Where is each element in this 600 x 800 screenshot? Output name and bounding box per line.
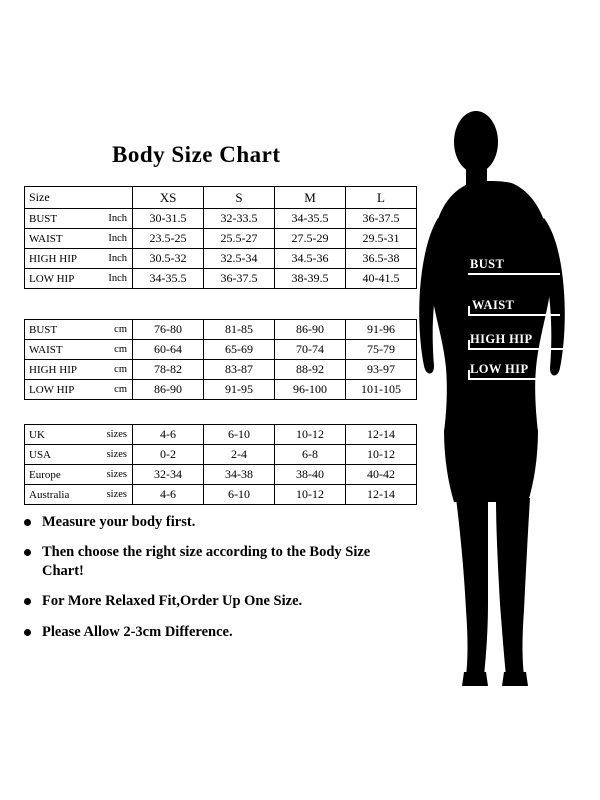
cell: 4-6 xyxy=(133,485,204,505)
note-item xyxy=(24,592,384,611)
bullet-icon xyxy=(24,519,31,526)
bullet-icon xyxy=(24,598,31,605)
cell: 32-33.5 xyxy=(204,209,275,229)
cell: 12-14 xyxy=(346,485,417,505)
row-label-waist-inch xyxy=(25,229,133,249)
low-hip-measure-line xyxy=(468,378,568,380)
high-hip-measure-line xyxy=(468,348,568,350)
row-label-waist-cm xyxy=(25,340,133,360)
row-label-bust-cm xyxy=(25,320,133,340)
cell: 101-105 xyxy=(346,380,417,400)
table-row xyxy=(25,249,417,269)
cell: 88-92 xyxy=(275,360,346,380)
row-label-low-hip-inch xyxy=(25,269,133,289)
bust-label: BUST xyxy=(470,257,505,271)
silhouette-graphic xyxy=(410,110,600,690)
row-name: HIGH HIP xyxy=(29,252,77,265)
cell: 10-12 xyxy=(275,425,346,445)
cell: 29.5-31 xyxy=(346,229,417,249)
table-row xyxy=(25,465,417,485)
note-item xyxy=(24,623,384,642)
row-label-australia xyxy=(25,485,133,505)
cell: 10-12 xyxy=(275,485,346,505)
cell: 23.5-25 xyxy=(133,229,204,249)
cell: 36-37.5 xyxy=(204,269,275,289)
cell: 6-10 xyxy=(204,485,275,505)
cell: 86-90 xyxy=(133,380,204,400)
cell: 25.5-27 xyxy=(204,229,275,249)
notes-list xyxy=(24,513,384,653)
cell: 75-79 xyxy=(346,340,417,360)
row-label-high-hip-inch xyxy=(25,249,133,269)
cell: 27.5-29 xyxy=(275,229,346,249)
row-label-europe xyxy=(25,465,133,485)
cell: 78-82 xyxy=(133,360,204,380)
row-label-bust-inch xyxy=(25,209,133,229)
high-hip-label: HIGH HIP xyxy=(470,332,533,346)
row-unit: Inch xyxy=(108,232,127,244)
cell: 34-35.5 xyxy=(133,269,204,289)
row-name: WAIST xyxy=(29,232,63,245)
row-unit: cm xyxy=(114,343,127,355)
table-row xyxy=(25,229,417,249)
row-unit: cm xyxy=(114,363,127,375)
cell: 36.5-38 xyxy=(346,249,417,269)
cell: 30-31.5 xyxy=(133,209,204,229)
row-name: Europe xyxy=(29,468,61,481)
waist-measure-line xyxy=(468,314,560,316)
cell: 76-80 xyxy=(133,320,204,340)
header-cell-s: S xyxy=(204,187,275,209)
row-name: LOW HIP xyxy=(29,272,75,285)
row-name: HIGH HIP xyxy=(29,363,77,376)
row-name: UK xyxy=(29,428,45,441)
cell: 81-85 xyxy=(204,320,275,340)
note-text: Then choose the right size according to the Body Size Chart! xyxy=(42,544,371,580)
row-name: LOW HIP xyxy=(29,383,75,396)
header-cell-size: Size xyxy=(25,187,133,209)
row-label-high-hip-cm xyxy=(25,360,133,380)
cell: 83-87 xyxy=(204,360,275,380)
cell: 91-96 xyxy=(346,320,417,340)
page-title: Body Size Chart xyxy=(112,142,281,167)
table-row xyxy=(25,425,417,445)
low-hip-label: LOW HIP xyxy=(470,362,529,376)
bullet-icon xyxy=(24,629,31,636)
cell: 96-100 xyxy=(275,380,346,400)
cell: 34-35.5 xyxy=(275,209,346,229)
row-unit: Inch xyxy=(108,212,127,224)
size-table-regions xyxy=(24,424,417,505)
cell: 93-97 xyxy=(346,360,417,380)
row-unit: sizes xyxy=(106,428,127,440)
cell: 70-74 xyxy=(275,340,346,360)
row-unit: sizes xyxy=(106,448,127,460)
table-row xyxy=(25,340,417,360)
row-name: BUST xyxy=(29,212,58,225)
cell: 6-10 xyxy=(204,425,275,445)
cell: 10-12 xyxy=(346,445,417,465)
cell: 38-40 xyxy=(275,465,346,485)
cell: 40-42 xyxy=(346,465,417,485)
table-row xyxy=(25,485,417,505)
size-table-cm xyxy=(24,319,417,400)
cell: 36-37.5 xyxy=(346,209,417,229)
row-label-low-hip-cm xyxy=(25,380,133,400)
cell: 38-39.5 xyxy=(275,269,346,289)
note-text: Please Allow 2-3cm Difference. xyxy=(42,623,233,640)
note-text: For More Relaxed Fit,Order Up One Size. xyxy=(42,593,303,610)
table-row xyxy=(25,380,417,400)
row-name: WAIST xyxy=(29,343,63,356)
table-row xyxy=(25,445,417,465)
header-cell-m: M xyxy=(275,187,346,209)
waist-label: WAIST xyxy=(472,298,515,312)
table-row xyxy=(25,269,417,289)
cell: 0-2 xyxy=(133,445,204,465)
cell: 4-6 xyxy=(133,425,204,445)
cell: 86-90 xyxy=(275,320,346,340)
cell: 32.5-34 xyxy=(204,249,275,269)
cell: 12-14 xyxy=(346,425,417,445)
note-item xyxy=(24,513,384,532)
row-name: Australia xyxy=(29,488,70,501)
cell: 30.5-32 xyxy=(133,249,204,269)
size-table-inches xyxy=(24,186,417,289)
cell: 34.5-36 xyxy=(275,249,346,269)
cell: 65-69 xyxy=(204,340,275,360)
header-cell-xs: XS xyxy=(133,187,204,209)
row-unit: sizes xyxy=(106,468,127,480)
row-name: BUST xyxy=(29,323,58,336)
table-row xyxy=(25,209,417,229)
header-cell-l: L xyxy=(346,187,417,209)
note-text: Measure your body first. xyxy=(42,514,196,530)
note-item xyxy=(24,543,384,581)
cell: 2-4 xyxy=(204,445,275,465)
cell: 34-38 xyxy=(204,465,275,485)
bullet-icon xyxy=(24,549,31,556)
row-unit: Inch xyxy=(108,252,127,264)
table-header-row xyxy=(25,187,417,209)
cell: 60-64 xyxy=(133,340,204,360)
body-silhouette-figure xyxy=(410,110,600,690)
cell: 40-41.5 xyxy=(346,269,417,289)
row-name: USA xyxy=(29,448,52,461)
row-unit: cm xyxy=(114,323,127,335)
row-label-uk xyxy=(25,425,133,445)
cell: 6-8 xyxy=(275,445,346,465)
bust-measure-line xyxy=(468,273,560,275)
row-unit: Inch xyxy=(108,272,127,284)
table-row xyxy=(25,320,417,340)
table-row xyxy=(25,360,417,380)
row-label-usa xyxy=(25,445,133,465)
row-unit: sizes xyxy=(106,488,127,500)
cell: 32-34 xyxy=(133,465,204,485)
cell: 91-95 xyxy=(204,380,275,400)
row-unit: cm xyxy=(114,383,127,395)
